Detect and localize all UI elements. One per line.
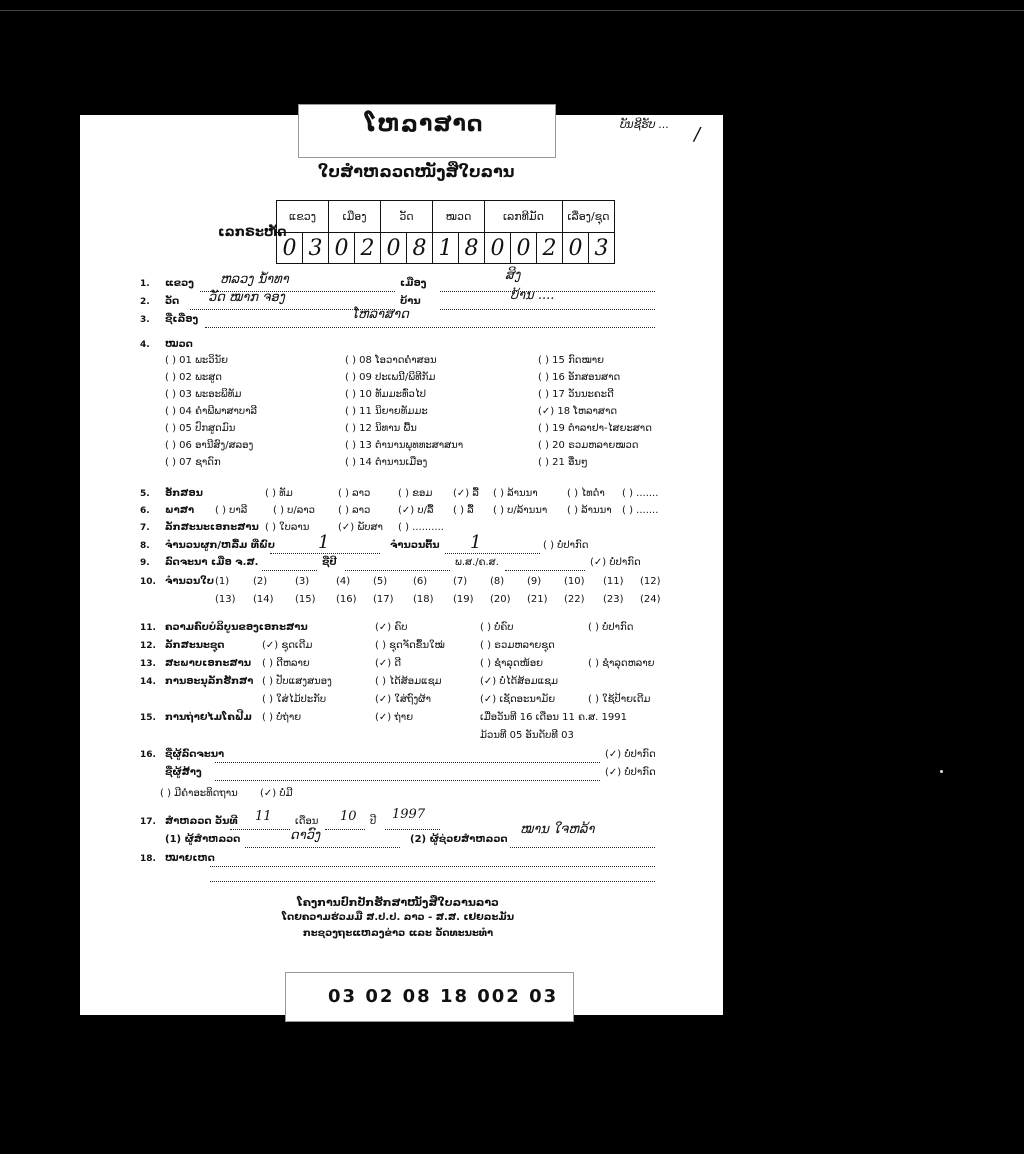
script-option[interactable]: ( ) ....... <box>622 488 659 499</box>
village-label: ບ້ານ <box>400 296 421 307</box>
condition-option-checked[interactable]: (✓) ດີ <box>375 658 402 669</box>
document-code: 03 02 08 18 002 03 <box>328 986 559 1007</box>
title-label: ຊື່ເລື່ອງ <box>165 314 199 325</box>
fill-line <box>210 866 655 867</box>
sponsor-label: ຊື່ຜູ້ສ້າງ <box>165 767 202 778</box>
era-label: ພ.ສ./ຄ.ສ. <box>455 557 499 568</box>
row-number: 5. <box>140 489 150 499</box>
page-count-option[interactable]: (24) <box>640 594 661 605</box>
surveyor-label: (1) ຜູ້ສຳຫລວດ <box>165 834 241 845</box>
doc-type-option-checked[interactable]: (✓) ພັບສາ <box>338 522 383 533</box>
page-count-option[interactable]: (5) <box>373 576 388 587</box>
script-option[interactable]: ( ) ໄທດຳ <box>567 488 605 499</box>
microfilm-roll: ມ້ວນທີ 05 ອັນດັບທີ 03 <box>480 730 574 741</box>
preservation-option[interactable]: ( ) ໃຊ້ປ້າຍເດີມ <box>588 694 651 705</box>
set-type-option[interactable]: ( ) ຣວມຫລາຍຊຸດ <box>480 640 555 651</box>
category-option[interactable]: ( ) 05 ປົກສູດມົນ <box>165 423 236 434</box>
speck <box>940 770 943 773</box>
row-number: 16. <box>140 750 156 760</box>
bundle-count-label: ຈຳນວນຜູກ/ຫລື້ມ ທີ່ພົບ <box>165 540 275 551</box>
top-edge-line <box>0 10 1024 11</box>
prayer-option[interactable]: ( ) ມີຄຳອະທິດຖານ <box>160 788 238 799</box>
row-number: 1. <box>140 279 150 289</box>
script-label: ອັກສອນ <box>165 488 203 499</box>
language-option[interactable]: ( ) ບ/ລາວ <box>273 505 315 516</box>
original-count-value[interactable]: 1 <box>470 532 482 553</box>
set-type-label: ລັກສະນະຊຸດ <box>165 640 225 651</box>
language-option[interactable]: ( ) ລາວ <box>338 505 371 516</box>
completeness-label: ຄວາມຄົບບໍລິບູນຂອງເອກະສານ <box>165 622 308 633</box>
condition-option[interactable]: ( ) ຊຳລຸດຫລາຍ <box>588 658 655 669</box>
row-number: 15. <box>140 713 156 723</box>
code-digit: 0 <box>381 233 407 264</box>
survey-date-label: ສຳຫລວດ ວັນທີ <box>165 816 238 827</box>
district-value[interactable]: ສິງ <box>505 268 521 283</box>
condition-option[interactable]: ( ) ຊຳລຸດໜ້ອຍ <box>480 658 544 669</box>
corner-note: ບັນຊີຮັບ ... <box>620 118 670 131</box>
code-col-header: ເລກທີມັດ <box>485 201 563 233</box>
category-option[interactable]: ( ) 14 ຕຳນານເມືອງ <box>345 457 428 468</box>
category-option[interactable]: ( ) 13 ຕຳນານພຸທທະສາສນາ <box>345 440 464 451</box>
prayer-option-checked[interactable]: (✓) ບໍ່ມີ <box>260 788 293 799</box>
code-digit: 8 <box>459 233 485 264</box>
scribe-label: ຊື່ຜູ້ລົດຈະນາ <box>165 749 225 760</box>
survey-year[interactable]: 1997 <box>392 807 426 822</box>
preservation-option[interactable]: ( ) ໃສ່ໄມ້ປະກັບ <box>262 694 327 705</box>
category-option[interactable]: ( ) 10 ທັມມະທົ່ວໄປ <box>345 389 427 400</box>
fill-line <box>245 847 400 848</box>
page-count-option[interactable]: (11) <box>603 576 624 587</box>
fill-line <box>325 829 365 830</box>
script-option[interactable]: ( ) ທັມ <box>265 488 293 499</box>
row-number: 3. <box>140 315 150 325</box>
page-count-option[interactable]: (10) <box>564 576 585 587</box>
code-digit: 3 <box>303 233 329 264</box>
not-shown-option[interactable]: ( ) ບໍ່ປາກົດ <box>543 540 589 551</box>
page-count-option[interactable]: (19) <box>453 594 474 605</box>
category-option[interactable]: ( ) 03 ພະອະພິທັມ <box>165 389 242 400</box>
category-option[interactable]: ( ) 15 ກົດໝາຍ <box>538 355 605 366</box>
page-count-option[interactable]: (23) <box>603 594 624 605</box>
fill-line <box>445 553 540 554</box>
language-option[interactable]: ( ) ລື້ <box>453 505 474 516</box>
page-count-option[interactable]: (21) <box>527 594 548 605</box>
page-count-option[interactable]: (4) <box>336 576 351 587</box>
row-number: 14. <box>140 677 156 687</box>
fill-line <box>230 829 290 830</box>
row-number: 13. <box>140 659 156 669</box>
page-count-option[interactable]: (6) <box>413 576 428 587</box>
footer-cooperation: ໂດຍຄວາມຮ່ວມມື ສ.ປ.ປ. ລາວ - ສ.ສ. ເຢຍລະມັນ <box>281 912 515 923</box>
set-type-option-checked[interactable]: (✓) ຊຸດເດີມ <box>262 640 313 651</box>
surveyor-name[interactable]: ດາວົງ <box>290 828 321 843</box>
category-option[interactable]: ( ) 12 ນິທານ ພື້ນ <box>345 423 417 434</box>
preservation-option-checked[interactable]: (✓) ໃສ່ຖົງຜ້າ <box>375 694 431 705</box>
fill-line <box>262 570 317 571</box>
code-label: ເລກຣະຫັດ <box>218 225 287 240</box>
page-count-option[interactable]: (14) <box>253 594 274 605</box>
survey-month[interactable]: 10 <box>340 809 357 824</box>
row-number: 9. <box>140 558 150 568</box>
language-option[interactable]: ( ) ບ/ລ້ານນາ <box>493 505 548 516</box>
code-col-header: ວັດ <box>381 201 433 233</box>
province-value[interactable]: ຫລວງ ນ້ຳທາ <box>220 272 289 287</box>
scribe-not-shown-checked[interactable]: (✓) ບໍ່ປາກົດ <box>605 749 656 760</box>
microfilm-date: ເມື່ອວັນທີ 16 ເດືອນ 11 ຄ.ສ. 1991 <box>480 712 627 723</box>
corner-mark: / <box>694 124 701 145</box>
category-option[interactable]: ( ) 19 ຕຳລາຢາ-ໄສຍະສາດ <box>538 423 652 434</box>
assistant-label: (2) ຜູ້ຊ່ວຍສຳຫລວດ <box>410 834 508 845</box>
page-count-label: ຈຳນວນໃບ <box>165 576 215 587</box>
page-count-option[interactable]: (18) <box>413 594 434 605</box>
row-number: 4. <box>140 340 150 350</box>
category-option[interactable]: ( ) 16 ອັກສອນສາດ <box>538 372 621 383</box>
condition-label: ສະພາບເອກະສານ <box>165 658 252 669</box>
category-option[interactable]: ( ) 20 ຣວມຫລາຍໝວດ <box>538 440 639 451</box>
preservation-option-checked[interactable]: (✓) ເຊັດອະນາມັຍ <box>480 694 556 705</box>
doc-type-option[interactable]: ( ) ໃບລານ <box>265 522 310 533</box>
form-subtitle: ໃບສຳຫລວດໜັງສືໃບລານ <box>318 162 515 181</box>
category-option[interactable]: ( ) 04 ຄຳພີພາສາບາລີ <box>165 406 258 417</box>
code-digit: 0 <box>563 233 589 264</box>
row-number: 18. <box>140 854 156 864</box>
page-count-option[interactable]: (7) <box>453 576 468 587</box>
category-option[interactable]: ( ) 02 ພະສູດ <box>165 372 222 383</box>
page-count-option[interactable]: (17) <box>373 594 394 605</box>
original-count-label: ຈຳນວນຕົ້ນ <box>390 540 440 551</box>
fill-line <box>510 847 655 848</box>
page-count-option[interactable]: (3) <box>295 576 310 587</box>
page-count-option[interactable]: (1) <box>215 576 230 587</box>
fill-line <box>345 570 450 571</box>
temple-value[interactable]: ວັດ ໝາກ ຈອງ <box>208 290 285 305</box>
row-number: 11. <box>140 623 156 633</box>
row-number: 6. <box>140 506 150 516</box>
preservation-option[interactable]: ( ) ໄດ້ສ້ອມແຊມ <box>375 676 442 687</box>
code-digit: 0 <box>329 233 355 264</box>
code-col-header: ເລື່ອງ/ຊຸດ <box>563 201 615 233</box>
preservation-label: ການອະນຸລັກຮັກສາ <box>165 676 254 687</box>
title-value[interactable]: ໂຫລາສາດ <box>352 307 409 322</box>
year-label: ປີ <box>370 816 377 827</box>
date-written-label: ລົດຈະນາ ເມື່ອ ຈ.ສ. <box>165 557 259 568</box>
year-name-label: ຊີ່ປີ <box>322 557 337 568</box>
condition-option[interactable]: ( ) ດີຫລາຍ <box>262 658 310 669</box>
set-type-option[interactable]: ( ) ຊຸດຈັດຂຶ້ນໃໝ່ <box>375 640 445 651</box>
language-label: ພາສາ <box>165 505 195 516</box>
code-digit: 2 <box>355 233 381 264</box>
fill-line <box>440 309 655 310</box>
code-digit: 1 <box>433 233 459 264</box>
language-option-checked[interactable]: (✓) ບ/ລື້ <box>398 505 434 516</box>
script-option[interactable]: ( ) ລ້ານນາ <box>493 488 538 499</box>
script-option[interactable]: ( ) ລາວ <box>338 488 371 499</box>
page-count-option[interactable]: (8) <box>490 576 505 587</box>
microfilm-label: ການຖ່າຍໄມໂຄຟີມ <box>165 712 252 723</box>
page-count-option[interactable]: (22) <box>564 594 585 605</box>
village-value[interactable]: ບ້ານ .... <box>510 288 555 303</box>
code-digit: 3 <box>589 233 615 264</box>
fill-line <box>385 829 440 830</box>
fill-line <box>270 553 380 554</box>
remarks-label: ໝາຍເຫດ <box>165 853 215 864</box>
page-count-option[interactable]: (15) <box>295 594 316 605</box>
fill-line <box>205 327 655 328</box>
category-option[interactable]: ( ) 17 ວັນນະຄະດີ <box>538 389 614 400</box>
temple-label: ວັດ <box>165 296 180 307</box>
category-option[interactable]: ( ) 08 ໂອວາດຄຳສອນ <box>345 355 437 366</box>
code-digit: 0 <box>485 233 511 264</box>
code-col-header: ແຂວງ <box>277 201 329 233</box>
fill-line <box>215 762 600 763</box>
row-number: 2. <box>140 297 150 307</box>
page-count-option[interactable]: (2) <box>253 576 268 587</box>
category-option-checked[interactable]: (✓) 18 ໂຫລາສາດ <box>538 406 618 417</box>
language-option[interactable]: ( ) ....... <box>622 505 659 516</box>
footer-ministry: ກະຊວງຖະແຫລງຂ່າວ ແລະ ວັດທະນະທຳ <box>302 928 494 939</box>
code-digit: 8 <box>407 233 433 264</box>
completeness-option[interactable]: ( ) ບໍ່ຄົບ <box>480 622 514 633</box>
category-option[interactable]: ( ) 09 ປະເພນີ/ພິທີກັມ <box>345 372 436 383</box>
fill-line <box>505 570 585 571</box>
completeness-option[interactable]: ( ) ບໍ່ປາກົດ <box>588 622 634 633</box>
district-label: ເມືອງ <box>400 278 427 289</box>
not-shown-option-checked[interactable]: (✓) ບໍ່ປາກົດ <box>590 557 641 568</box>
page-count-option[interactable]: (20) <box>490 594 511 605</box>
row-number: 10. <box>140 577 156 587</box>
page-count-option[interactable]: (13) <box>215 594 236 605</box>
row-number: 17. <box>140 817 156 827</box>
script-option[interactable]: ( ) ຂອມ <box>398 488 433 499</box>
row-number: 12. <box>140 641 156 651</box>
footer-project: ໂຄງການປົກປັກຮັກສາໜັງສືໃບລານລາວ <box>297 896 499 909</box>
doc-type-option[interactable]: ( ) .......... <box>398 522 444 533</box>
row-number: 7. <box>140 523 150 533</box>
code-col-header: ເມືອງ <box>329 201 381 233</box>
code-digit: 0 <box>277 233 303 264</box>
page-count-option[interactable]: (12) <box>640 576 661 587</box>
page-count-option[interactable]: (16) <box>336 594 357 605</box>
category-option[interactable]: ( ) 11 ນິຍາຍທັມມະ <box>345 406 428 417</box>
fill-line <box>215 780 600 781</box>
code-digit: 2 <box>537 233 563 264</box>
fill-line <box>210 881 655 882</box>
page-count-option[interactable]: (9) <box>527 576 542 587</box>
category-option[interactable]: ( ) 06 ອານີສົງ/ສລອງ <box>165 440 254 451</box>
microfilm-option-checked[interactable]: (✓) ຖ່າຍ <box>375 712 414 723</box>
completeness-option-checked[interactable]: (✓) ຄົບ <box>375 622 408 633</box>
preservation-option[interactable]: ( ) ປັບແສງສນອງ <box>262 676 332 687</box>
province-label: ແຂວງ <box>165 278 194 289</box>
category-option[interactable]: ( ) 01 ພະວິນັຍ <box>165 355 229 366</box>
assistant-name[interactable]: ໝານ ໃຈຫລ້າ <box>520 822 595 837</box>
code-digit: 0 <box>511 233 537 264</box>
bundle-count-value[interactable]: 1 <box>318 532 330 553</box>
category-label: ໝວດ <box>165 339 193 350</box>
language-option[interactable]: ( ) ລ້ານນາ <box>567 505 612 516</box>
document-title: ໂຫລາສາດ <box>365 112 484 137</box>
category-option[interactable]: ( ) 07 ຊາດົກ <box>165 457 221 468</box>
row-number: 8. <box>140 541 150 551</box>
code-grid <box>276 200 615 264</box>
microfilm-option[interactable]: ( ) ບໍ່ຖ່າຍ <box>262 712 302 723</box>
doc-type-label: ລັກສະນະເອກະສານ <box>165 522 259 533</box>
month-label: ເດືອນ <box>295 816 319 827</box>
preservation-option-checked[interactable]: (✓) ບໍ່ໄດ້ສ້ອມແຊມ <box>480 676 559 687</box>
language-option[interactable]: ( ) ບາລີ <box>215 505 248 516</box>
code-col-header: ໝວດ <box>433 201 485 233</box>
category-option[interactable]: ( ) 21 ອື່ນໆ <box>538 457 588 468</box>
sponsor-not-shown-checked[interactable]: (✓) ບໍ່ປາກົດ <box>605 767 656 778</box>
script-option-checked[interactable]: (✓) ລື້ <box>453 488 479 499</box>
survey-day[interactable]: 11 <box>255 809 272 824</box>
